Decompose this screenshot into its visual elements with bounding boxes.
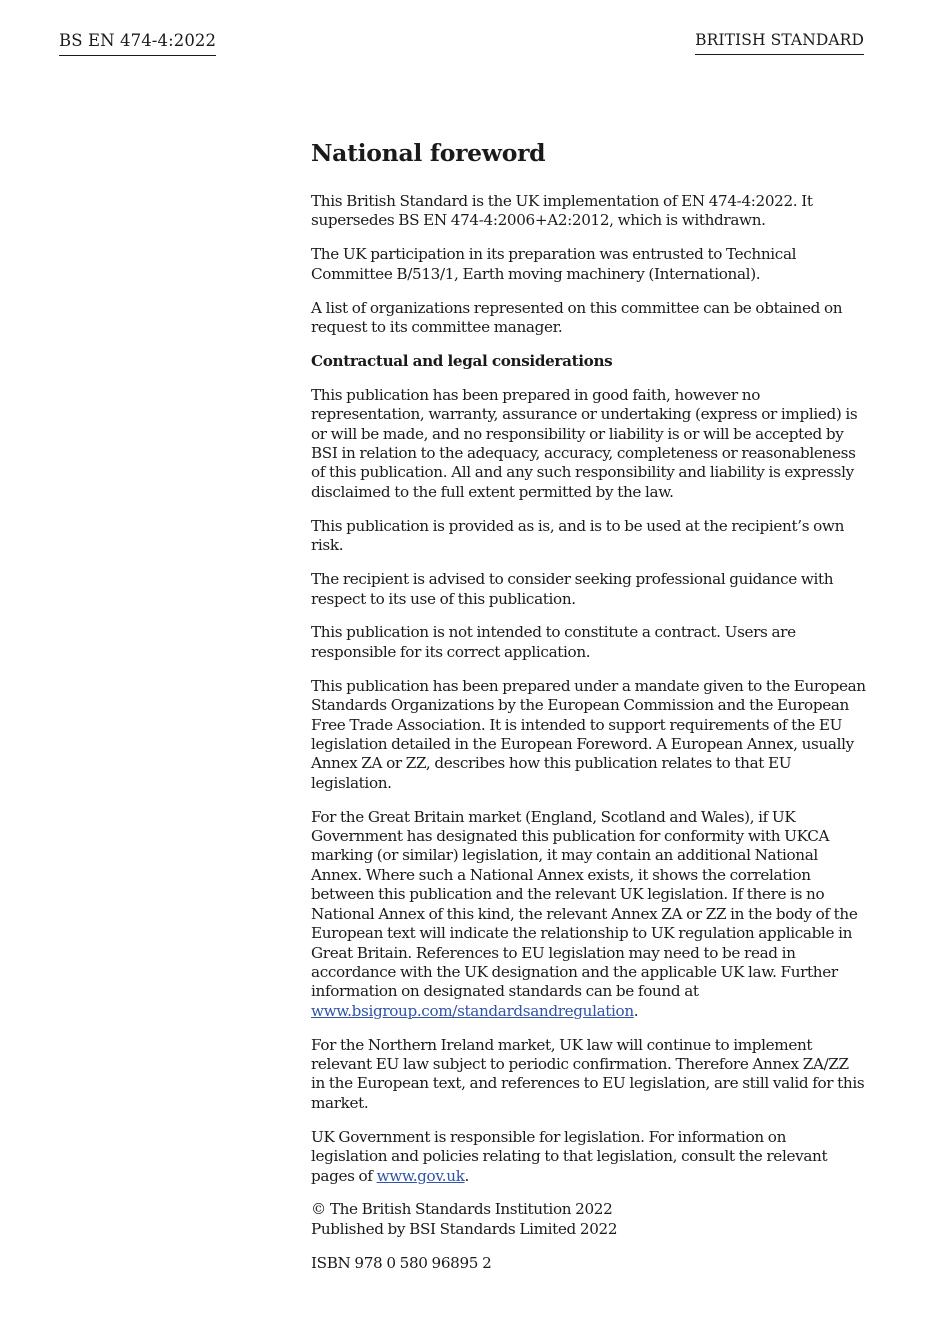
paragraph-committee: The UK participation in its preparation was entrusted to Technical Committee B/513/1, Earth moving machinery (International). bbox=[311, 245, 797, 283]
great-britain-text: For the Great Britain market (England, Scotland and Wales), if UK Government has designated this publication for conformity with UKCA marking (or similar) legislation, it may contain an additional National Annex. Where such a National Annex exists, it shows the correlation between this publication and the relevant UK legislation. If there is no National Annex of this kind, the relevant Annex ZA or ZZ in the body of the European text will indicate the relationship to UK regulation applicable in Great Britain. References to EU legislation may need to be read in accordance with the UK designation and the applicable UK law. Further information on designated standards can be found at bbox=[311, 807, 858, 1001]
page-title: National foreword bbox=[311, 139, 546, 167]
paragraph-good-faith: This publication has been prepared in good faith, however no representation, warranty, assurance or undertaking (express or implied) is or will be made, and no responsibility or liability is or will be accepted by BSI in relation to the adequacy, accuracy, completeness or reasonableness of this publication. All and any such responsibility and liability is expressly disclaimed to the full extent permitted by the law. bbox=[311, 385, 858, 501]
paragraph-great-britain bbox=[311, 808, 866, 1021]
paragraph-implementation: This British Standard is the UK implementation of EN 474-4:2022. It supersedes BS EN 474-4:2006+A2:2012, which is withdrawn. bbox=[311, 192, 813, 230]
paragraph-mandate: This publication has been prepared under a mandate given to the European Standards Organizations by the European Commission and the European Free Trade Association. It is intended to support requirements of the EU legislation detailed in the European Foreword. A European Annex, usually Annex ZA or ZZ, describes how this publication relates to that EU legislation. bbox=[311, 676, 866, 792]
paragraph-northern-ireland: For the Northern Ireland market, UK law will continue to implement relevant EU law subject to periodic confirmation. Therefore Annex ZA/ZZ in the European text, and references to EU legislation, are still valid for this market. bbox=[311, 1035, 865, 1112]
copyright-line: © The British Standards Institution 2022 bbox=[311, 1200, 613, 1219]
paragraph-own-risk: This publication is provided as is, and is to be used at the recipient’s own risk. bbox=[311, 516, 845, 555]
paragraph-uk-government bbox=[311, 1128, 866, 1186]
header-series-label: BRITISH STANDARD bbox=[695, 31, 864, 55]
paragraph-not-contract: This publication is not intended to constitute a contract. Users are responsible for its correct application. bbox=[311, 623, 796, 661]
copyright-block bbox=[311, 1200, 866, 1239]
uk-government-end: . bbox=[464, 1166, 470, 1185]
publisher-line: Published by BSI Standards Limited 2022 bbox=[311, 1219, 618, 1238]
isbn: ISBN 978 0 580 96895 2 bbox=[311, 1253, 492, 1272]
paragraph-committee-list: A list of organizations represented on this committee can be obtained on request to its committee manager. bbox=[311, 298, 843, 337]
subheading-contractual: Contractual and legal considerations bbox=[311, 351, 613, 370]
uk-government-text: UK Government is responsible for legislation. For information on legislation and policies relating to that legislation, consult the relevant pages of bbox=[311, 1127, 828, 1185]
foreword-body bbox=[311, 138, 866, 1288]
header-document-id: BS EN 474-4:2022 bbox=[59, 31, 216, 56]
gov-uk-link[interactable]: www.gov.uk bbox=[376, 1166, 465, 1185]
great-britain-end: . bbox=[633, 1001, 639, 1020]
paragraph-guidance: The recipient is advised to consider seeking professional guidance with respect to its use of this publication. bbox=[311, 570, 834, 608]
bsigroup-link[interactable]: www.bsigroup.com/standardsandregulation bbox=[311, 1001, 634, 1020]
